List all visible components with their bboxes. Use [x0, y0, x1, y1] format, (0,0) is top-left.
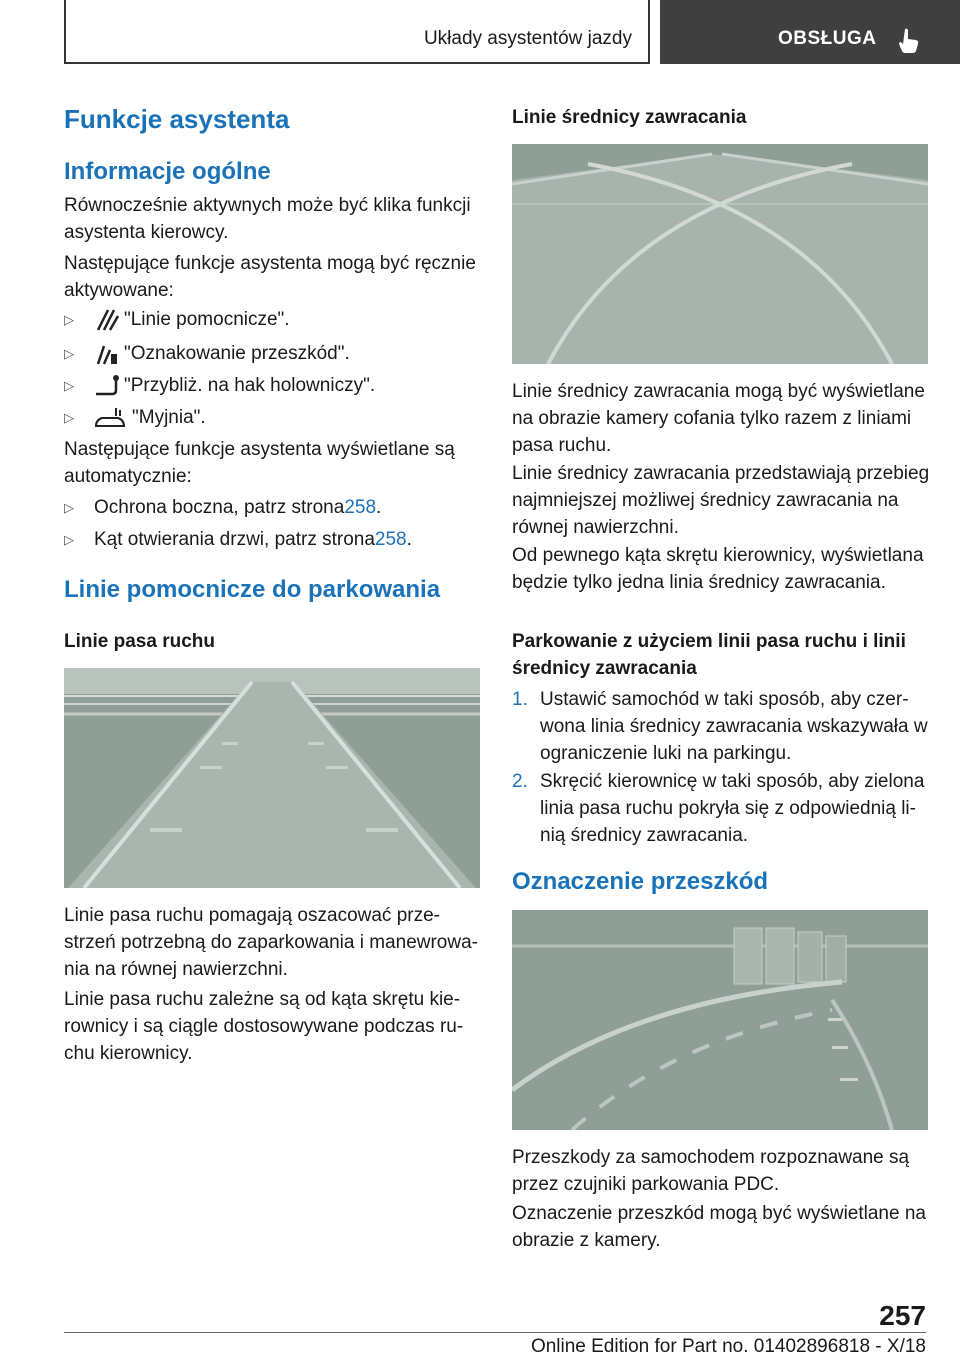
- tow-hitch-zoom-icon: [94, 374, 120, 398]
- step-number: 2.: [512, 771, 528, 792]
- footer-divider: [64, 1332, 926, 1333]
- list-item-label: "Myjnia".: [132, 407, 206, 428]
- edition-text: Online Edition for Part no. 01402896818 - X/18: [530, 1336, 926, 1357]
- header-section-title: Układy asystentów jazdy: [423, 28, 632, 49]
- turning-circle-p3: Od pewnego kąta skrętu kierownicy, wyświetlana będzie tylko jedna linia średnicy zawracania.: [512, 545, 924, 593]
- lane-lines-steering: Linie pasa ruchu zależne są od kąta skrętu kie-rownicy i są ciągle dostosowywane podczas ru-chu kierownicy.: [64, 989, 464, 1064]
- list-item-label: "Przybliż. na hak holowniczy".: [124, 375, 376, 396]
- header-tab-label: OBSŁUGA: [778, 28, 877, 49]
- list-item: ▷ Kąt otwierania drzwi, patrz strona 258 .: [64, 526, 412, 553]
- turning-circle-heading: Linie średnicy zawracania: [512, 107, 747, 128]
- turning-circle-illustration: [512, 144, 928, 364]
- obstacle-heading: Oznaczenie przeszkód: [512, 868, 769, 895]
- bullet-triangle-icon: ▷: [64, 378, 74, 393]
- bullet-triangle-icon: ▷: [64, 532, 74, 547]
- list-item-label: "Oznakowanie przeszkód".: [124, 343, 350, 364]
- bullet-triangle-icon: ▷: [64, 500, 74, 515]
- page-number: 257: [879, 1300, 926, 1331]
- step-item: [512, 768, 932, 849]
- list-item-label: Kąt otwierania drzwi, patrz strona: [94, 529, 375, 550]
- parking-steps-heading: Parkowanie z użyciem linii pasa ruchu i linii średnicy zawracania: [512, 631, 906, 679]
- guide-lines-icon: [94, 308, 120, 332]
- list-item-label: Ochrona boczna, patrz strona: [94, 497, 345, 518]
- bullet-triangle-icon: ▷: [64, 346, 74, 361]
- list-item: [64, 340, 350, 367]
- header-tab: [660, 0, 960, 64]
- lane-lines-heading: Linie pasa ruchu: [64, 631, 215, 652]
- paragraph-simultaneous: Równocześnie aktywnych może być klika funkcji asystenta kierowcy.: [64, 195, 471, 243]
- page-link[interactable]: 258: [344, 497, 377, 518]
- bullet-triangle-icon: ▷: [64, 410, 74, 425]
- turning-circle-p1: Linie średnicy zawracania mogą być wyświetlane na obrazie kamery cofania tylko razem z liniami pasa ruchu.: [512, 381, 925, 456]
- paragraph-automatic: Następujące funkcje asystenta wyświetlane są automatycznie:: [64, 439, 455, 487]
- turning-circle-p2: Linie średnicy zawracania przedstawiają przebieg najmniejszej możliwej średnicy zawracania na równej nawierzchni.: [512, 463, 930, 538]
- step-number: 1.: [512, 689, 528, 710]
- list-item-label: "Linie pomocnicze".: [124, 309, 290, 330]
- step-item: [512, 686, 932, 767]
- lane-lines-description: Linie pasa ruchu pomagają oszacować prze-strzeń potrzebną do zaparkowania i manewrowa-nia na równej nawierzchni.: [64, 905, 478, 980]
- section-title: Funkcje asystenta: [64, 104, 290, 134]
- bullet-triangle-icon: ▷: [64, 312, 74, 327]
- general-heading: Informacje ogólne: [64, 158, 271, 185]
- step-text: Skręcić kierownicę w taki sposób, aby zielona linia pasa ruchu pokryła się z odpowiednią li-nią średnicy zawracania.: [540, 771, 925, 846]
- obstacle-marking-illustration: [512, 910, 928, 1130]
- obstacle-p1: Przeszkody za samochodem rozpoznawane są przez czujniki parkowania PDC.: [512, 1147, 910, 1195]
- list-item: [64, 372, 375, 399]
- obstacle-marking-icon: [94, 342, 120, 366]
- paragraph-manual: Następujące funkcje asystenta mogą być ręcznie aktywowane:: [64, 253, 476, 301]
- page-link[interactable]: 258: [374, 529, 407, 550]
- obstacle-p2: Oznaczenie przeszkód mogą być wyświetlane na obrazie z kamery.: [512, 1203, 926, 1251]
- car-wash-icon: [94, 406, 128, 430]
- lane-lines-illustration: [64, 668, 480, 888]
- list-item: [64, 306, 290, 333]
- parking-lines-heading: Linie pomocnicze do parkowania: [64, 576, 441, 603]
- step-text: Ustawić samochód w taki sposób, aby czer-wona linia średnicy zawracania wskazywała w ograniczenie luki na parkingu.: [540, 689, 928, 764]
- hand-pointer-icon: [896, 26, 924, 54]
- list-item: ▷ Ochrona boczna, patrz strona 258 .: [64, 494, 381, 521]
- list-item: [64, 404, 206, 431]
- header-frame: [64, 0, 650, 64]
